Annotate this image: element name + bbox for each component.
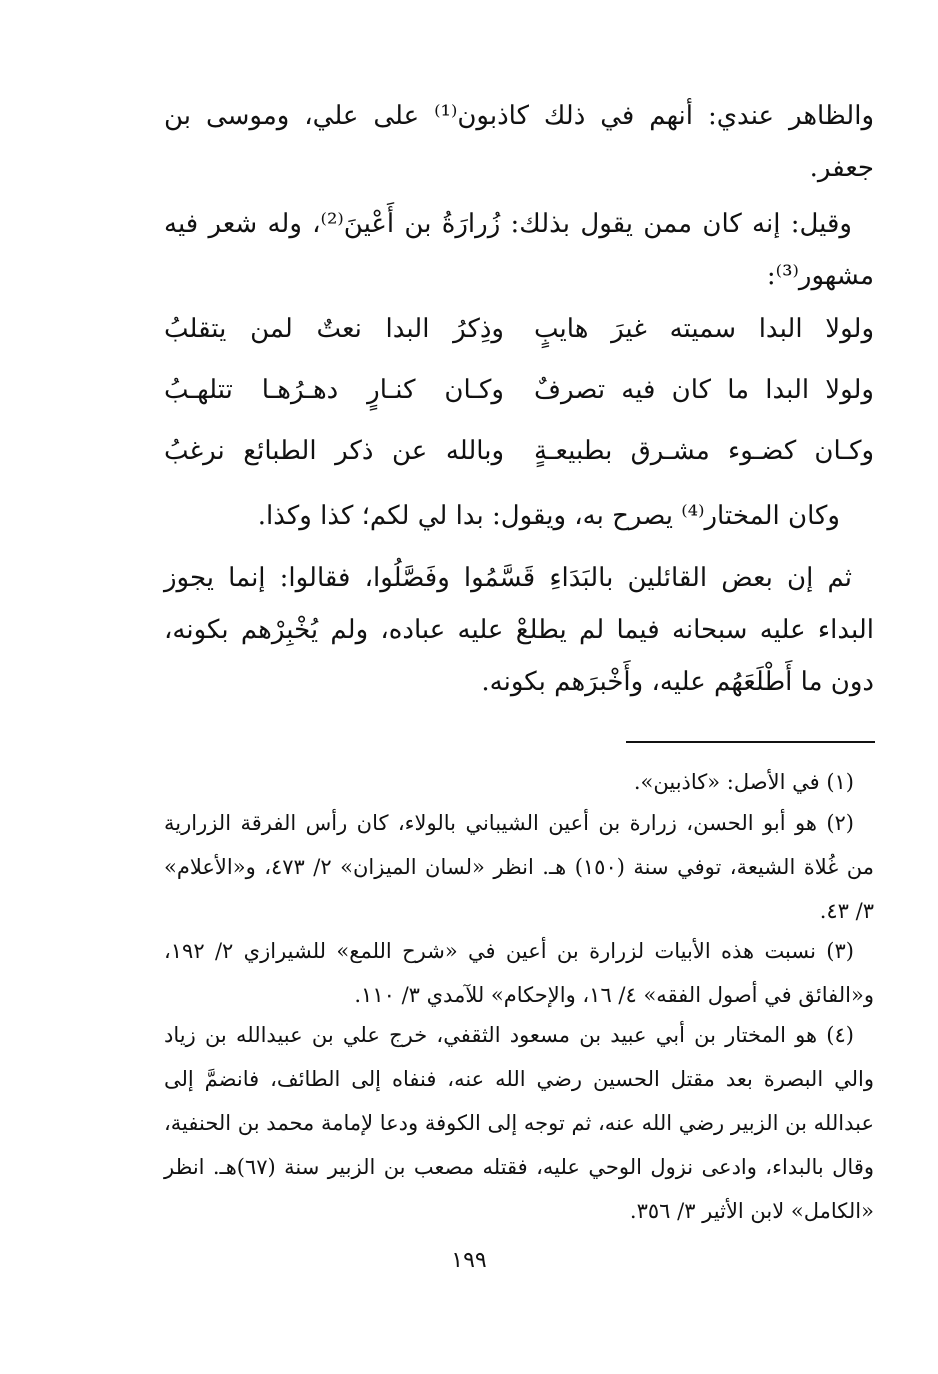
paragraph-mukhtar: وكان المختار⁽⁴⁾ يصرح به، ويقول: بدا لي لكم؛ كذا وكذا. — [257, 501, 840, 531]
verse-second-hemistich: وكـان كنـارٍ دهـرُهـا تتلهـبُ — [164, 375, 504, 405]
verse-second-hemistich: وبالله عن ذكر الطبائع نرغبُ — [164, 436, 504, 466]
verse-first-hemistich: وكـان كضـوء مشـرق بطبيعـةٍ — [534, 436, 874, 466]
verse-second-hemistich: وذِكرُ البدا نعتٌ لمن يتقلبُ — [164, 314, 504, 344]
poem-verse — [164, 364, 874, 416]
verse-first-hemistich: ولولا البدا سميته غيرَ هايبٍ — [534, 314, 874, 344]
paragraph-zurara: وقيل: إنه كان ممن يقول بذلك: زُرارَةُ بن أَعْينَ⁽²⁾، وله شعر فيه مشهور⁽³⁾: — [164, 209, 874, 291]
verse-first-hemistich: ولولا البدا ما كان فيه تصرفٌ — [534, 375, 874, 405]
page-number: ١٩٩ — [451, 1248, 487, 1273]
footnote-4: (٤) هو المختار بن أبي عبيد بن مسعود الثقفي، خرج علي بن عبيدالله بن زياد والي البصرة بعد مقتل الحسين رضي الله عنه، فنفاه إلى الطائف، فانضمَّ إلى عبدالله بن الزبير رضي الله عنه، ثم توجه إلى الكوفة ودعا لإمامة محمد بن الحنفية، وقال بالبداء، وادعى نزول الوحي عليه، فقتله مصعب بن الزبير سنة (٦٧)هـ. انظر «الكامل» لابن الأثير ٣/ ٣٥٦. — [164, 1023, 874, 1223]
poem-verse — [164, 425, 874, 477]
poem-verse — [164, 303, 874, 355]
footnote-3: (٣) نسبت هذه الأبيات لزرارة بن أعين في «شرح اللمع» للشيرازي ٢/ ١٩٢، و«الفائق في أصول الفقه» ٤/ ١٦، والإحكام» للآمدي ٣/ ١١٠. — [164, 939, 874, 1007]
footnote-2: (٢) هو أبو الحسن، زرارة بن أعين الشيباني بالولاء، كان رأس الفرقة الزرارية من غُلاة الشيعة، توفي سنة (١٥٠) هـ. انظر «لسان الميزان» ٢/ ٤٧٣، و«الأعلام» ٣/ ٤٣. — [164, 811, 874, 923]
paragraph-intro: والظاهر عندي: أنهم في ذلك كاذبون⁽¹⁾ على علي، وموسى بن جعفر. — [164, 101, 875, 183]
footnote-separator — [626, 741, 875, 743]
footnote-1: (١) في الأصل: «كاذبين». — [633, 770, 854, 794]
paragraph-bada-division: ثم إن بعض القائلين بالبَدَاءِ قَسَّمُوا وفَصَّلُوا، فقالوا: إنما يجوز البداء عليه سبحانه فيما لم يطلعْ عليه عباده، ولم يُخْبِرْهم بكونه، دون ما أَطْلَعَهُم عليه، وأَخْبرَهم بكونه. — [164, 563, 874, 697]
